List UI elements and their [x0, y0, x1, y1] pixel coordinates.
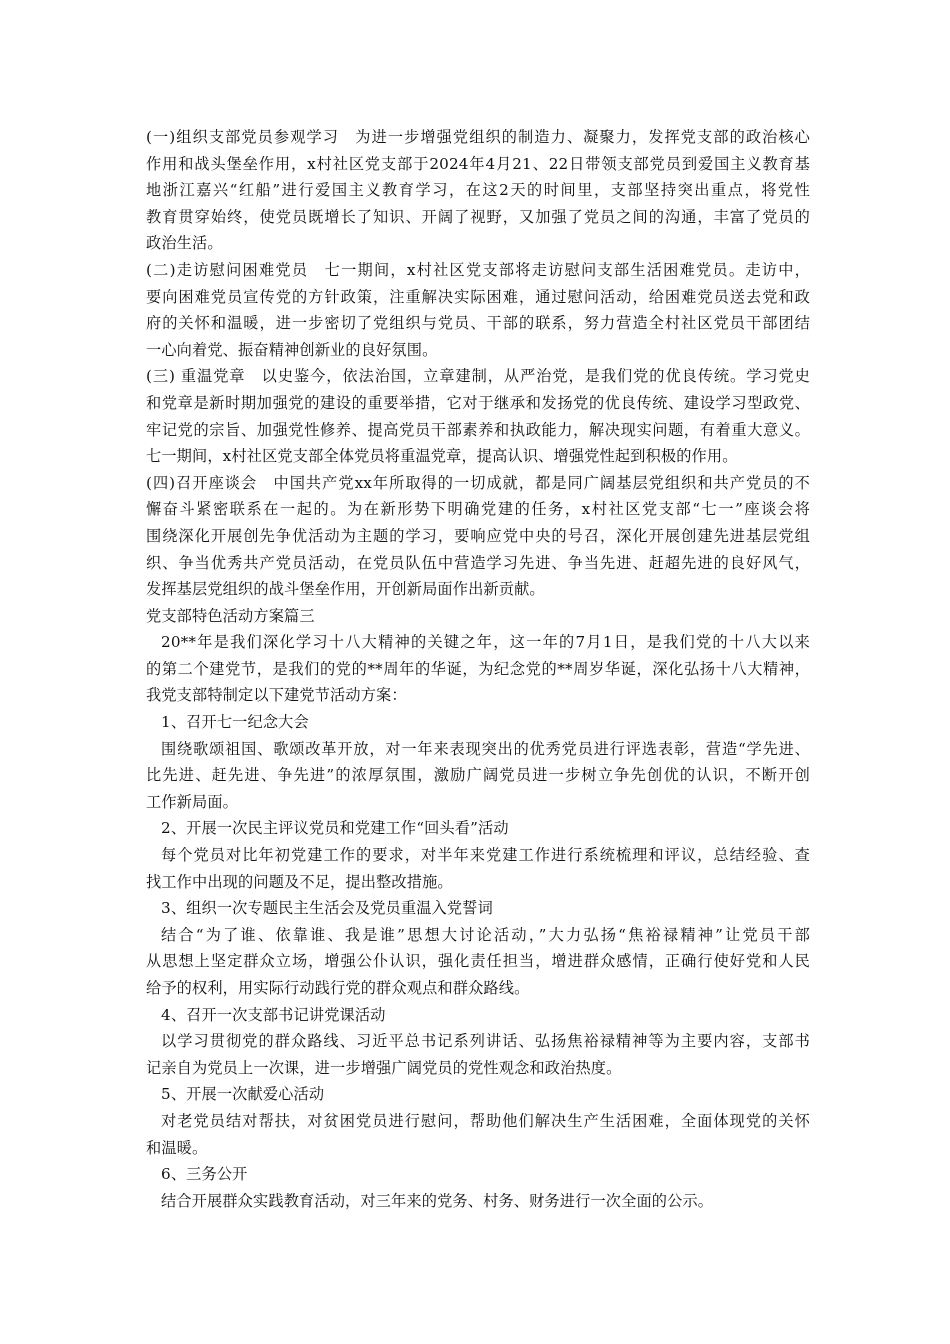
text-line: 和党章是新时期加强党的建设的重要举措，它对于继承和发扬党的优良传统、建设学习型政党、: [146, 393, 810, 412]
text-line: 我党支部特制定以下建党节活动方案：: [146, 686, 407, 705]
text-line: 和温暖。: [146, 1138, 208, 1157]
text-line: 发挥基层党组织的战斗堡垒作用，开创新局面作出新贡献。: [146, 580, 545, 599]
text-line: 一心向着党、振奋精神创新业的良好氛围。: [146, 340, 438, 359]
text-line: 以学习贯彻党的群众路线、习近平总书记系列讲话、弘扬焦裕禄精神等为主要内容，支部书: [161, 1032, 810, 1051]
text-line: 地浙江嘉兴“红船”进行爱国主义教育学习，在这2天的时间里，支部坚持突出重点，将党性: [146, 181, 810, 200]
text-line: 4、召开一次支部书记讲党课活动: [161, 1005, 386, 1024]
text-line: 围绕深化开展创先争优活动为主题的学习，要响应党中央的号召，深化开展创建先进基层党组: [146, 526, 810, 545]
text-line: 党支部特色活动方案篇三: [146, 606, 315, 625]
text-line: 的第二个建党节，是我们的党的**周年的华诞，为纪念党的**周岁华诞，深化弘扬十八大精神，: [146, 659, 810, 678]
text-line: 找工作中出现的问题及不足，提出整改措施。: [146, 872, 453, 891]
text-line: 作用和战头堡垒作用，x村社区党支部于2024年4月21、22日带领支部党员到爱国主义教育基: [146, 154, 810, 173]
text-line: 围绕歌颂祖国、歌颂改革开放，对一年来表现突出的优秀党员进行评选表彰，营造“学先进、: [161, 739, 810, 758]
text-line: 3、组织一次专题民主生活会及党员重温入党誓词: [161, 899, 493, 918]
text-line: 对老党员结对帮扶，对贫困党员进行慰问，帮助他们解决生产生活困难，全面体现党的关怀: [161, 1111, 810, 1130]
text-line: 要向困难党员宣传党的方针政策，注重解决实际困难，通过慰问活动，给困难党员送去党和政: [146, 287, 810, 306]
text-line: 20**年是我们深化学习十八大精神的关键之年，这一年的7月1日，是我们党的十八大以来: [161, 633, 810, 652]
text-line: 每个党员对比年初党建工作的要求，对半年来党建工作进行系统梳理和评议，总结经验、查: [161, 846, 810, 865]
text-line: 从思想上坚定群众立场，增强公仆认识，强化责任担当，增进群众感情，正确行使好党和人民: [146, 952, 810, 971]
text-line: 6、三务公开: [161, 1165, 248, 1184]
text-line: 比先进、赶先进、争先进”的浓厚氛围，激励广阔党员进一步树立争先创优的认识，不断开创: [146, 766, 810, 785]
text-line: (四)召开座谈会 中国共产党xx年所取得的一切成就，都是同广阔基层党组织和共产党员的不: [146, 473, 810, 492]
text-line: 织、争当优秀共产党员活动，在党员队伍中营造学习先进、争当先进、赶超先进的良好风气，: [146, 553, 810, 572]
text-line: 结合“为了谁、依靠谁、我是谁”思想大讨论活动，”大力弘扬“焦裕禄精神”让党员干部: [161, 925, 810, 944]
text-line: (二)走访慰问困难党员 七一期间，x村社区党支部将走访慰问支部生活困难党员。走访中，: [146, 260, 810, 279]
text-line: 教育贯穿始终，使党员既增长了知识、开阔了视野，又加强了党员之间的沟通，丰富了党员的: [146, 207, 810, 226]
text-line: 懈奋斗紧密联系在一起的。为在新形势下明确党建的任务，x村社区党支部“七一”座谈会将: [146, 500, 810, 519]
text-line: 府的关怀和温暖，进一步密切了党组织与党员、干部的联系，努力营造全村社区党员干部团结: [146, 314, 810, 333]
document-body: [146, 124, 810, 1214]
text-line: (一)组织支部党员参观学习 为进一步增强党组织的制造力、凝聚力，发挥党支部的政治核心: [146, 128, 810, 146]
text-line: 结合开展群众实践教育活动，对三年来的党务、村务、财务进行一次全面的公示。: [161, 1191, 714, 1210]
text-line: 记亲自为党员上一次课，进一步增强广阔党员的党性观念和政治热度。: [146, 1058, 622, 1077]
text-line: 牢记党的宗旨、加强党性修养、提高党员干部素养和执政能力，解决现实问题，有着重大意义。: [146, 420, 810, 439]
text-line: 1、召开七一纪念大会: [161, 713, 309, 732]
text-line: 2、开展一次民主评议党员和党建工作“回头看”活动: [161, 819, 509, 838]
text-line: 工作新局面。: [146, 792, 239, 811]
text-line: 政治生活。: [146, 234, 223, 253]
text-line: (三) 重温党章 以史鉴今，依法治国，立章建制，从严治党，是我们党的优良传统。学习党史: [146, 367, 810, 386]
text-line: 5、开展一次献爱心活动: [161, 1085, 325, 1104]
text-line: 给予的权利，用实际行动践行党的群众观点和群众路线。: [146, 979, 530, 997]
text-line: 七一期间，x村社区党支部全体党员将重温党章，提高认识、增强党性起到积极的作用。: [146, 447, 738, 466]
